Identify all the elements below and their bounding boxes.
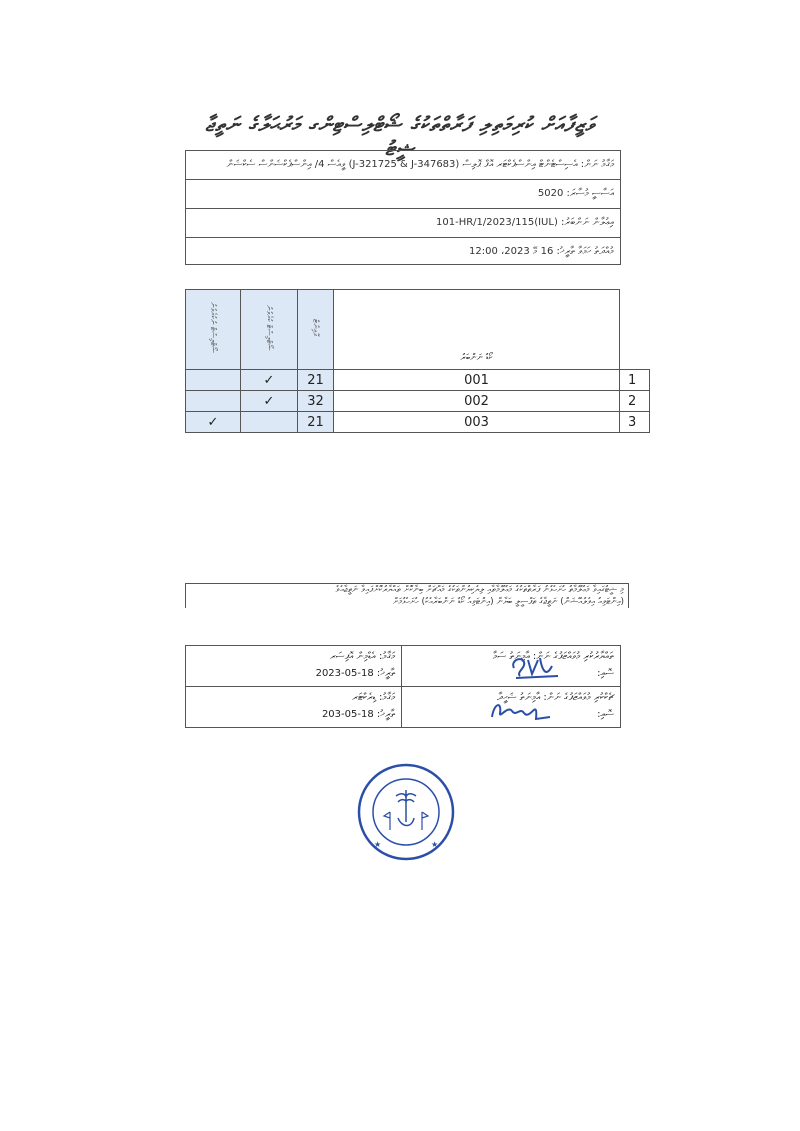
table-row (186, 391, 650, 412)
declaration-line-1: މި ޝީޓުގައިވާ މަޢުލޫމާތު ހުށަހެޅުނު ފަރާތްތަކުގެ މަޢުލޫމާތާއި ލިޔެކިޔުންތަކުގެ މައްޗަށް ބިނާކޮށް ތައްޔާރުކޮށްފައިވާ ނަތީޖާއެވެ (335, 585, 624, 595)
checked-by-designation: މަޤާމު: ޑިރެކްޓަރ (351, 692, 395, 703)
checked-by-row (186, 687, 620, 727)
marks-cell: 21 (298, 370, 334, 391)
prepared-by-name: ތައްޔާރުކުރި މުވައްޒަފުގެ ނަން: އާމިނަތު ސަމާ (492, 651, 614, 662)
header-shortlisted: ޝޯޓްލިސްޓް ކުރެވުނު (241, 290, 298, 370)
code-cell: 001 (334, 370, 620, 391)
checked-by-date: ތާރީޚު: 18-05-203 (321, 709, 395, 720)
job-title-row: މަޤާމު ނަން: އެސިސްޓެންޓް އިންސްޕެކްޓަރ އޮފް ޕޮލިސް (J-321725 & J-347683) ވީއެސް 4/ އިންސްޕެކްޝަންސް ސެކްޝަން (186, 151, 620, 180)
prepared-by-date: ތާރީޚު: 18-05-2023 (315, 668, 395, 679)
signature-block (185, 645, 621, 728)
deadline-row: މުއްދަތު ހަމަވާ ތާރީޚު: 16 މޭ 2023، 12:00 (186, 238, 620, 265)
not-shortlisted-cell: ✓ (186, 412, 241, 433)
announcement-number-row: އިޢުލާން ނަންބަރު: (IUL)101-HR/1/2023/115 (186, 209, 620, 238)
table-row (186, 370, 650, 391)
signature-1-icon (506, 650, 566, 682)
table-row (186, 412, 650, 433)
checked-by-name: ޗެކްކުރި މުވައްޒަފުގެ ނަން: އާމިނަތު ޝަހީދާ (497, 692, 614, 703)
shortlisted-cell: ✓ (241, 391, 298, 412)
marks-cell: 21 (298, 412, 334, 433)
svg-text:★: ★ (431, 840, 439, 849)
shortlisted-cell (241, 412, 298, 433)
prepared-by-designation: މަޤާމު: އެޑްމިން އޮފިސަރ (329, 651, 395, 662)
shortlisted-cell: ✓ (241, 370, 298, 391)
prepared-by-row (186, 646, 620, 687)
not-shortlisted-cell (186, 391, 241, 412)
salary-row: އަސާސީ މުސާރަ: 5020 (186, 180, 620, 209)
declaration-note (185, 583, 629, 608)
header-not-shortlisted: ޝޯޓްލިސްޓް ނުކުރެވުނު (186, 290, 241, 370)
svg-text:★: ★ (374, 840, 382, 849)
prepared-by-signature-label: ސޮއި: (597, 668, 614, 679)
row-number-cell: 3 (620, 412, 650, 433)
code-cell: 003 (334, 412, 620, 433)
results-table (185, 289, 650, 433)
header-code: ކޯޑު ނަންބަރު (334, 290, 620, 370)
header-marks: ޕޮއިންޓް (298, 290, 334, 370)
signature-2-icon (486, 693, 556, 725)
job-info-box (185, 150, 621, 265)
official-seal-icon (356, 762, 456, 862)
marks-cell: 32 (298, 391, 334, 412)
code-cell: 002 (334, 391, 620, 412)
checked-by-signature-label: ސޮއި: (597, 709, 614, 720)
table-header-row (186, 290, 650, 370)
document-title: ވަޒީފާއަށް ކުރިމަތިލި ފަރާތްތަކުގެ ޝޯޓްލިސްޓިންގ މަރުޙަލާގެ ނަތީޖާ ޝީޓު (205, 112, 595, 160)
row-number-cell: 2 (620, 391, 650, 412)
not-shortlisted-cell (186, 370, 241, 391)
row-number-cell: 1 (620, 370, 650, 391)
declaration-line-2: (އިންޓަވިއު އިވެލުއޭޝަން) ނަތީޖާގެ ތަފްސީލީ ބަޔާން (އިންޓަވިއު ކޯޑު ނަންބަރާއެކު) ހުށަހެޅުމަށް (392, 597, 624, 607)
